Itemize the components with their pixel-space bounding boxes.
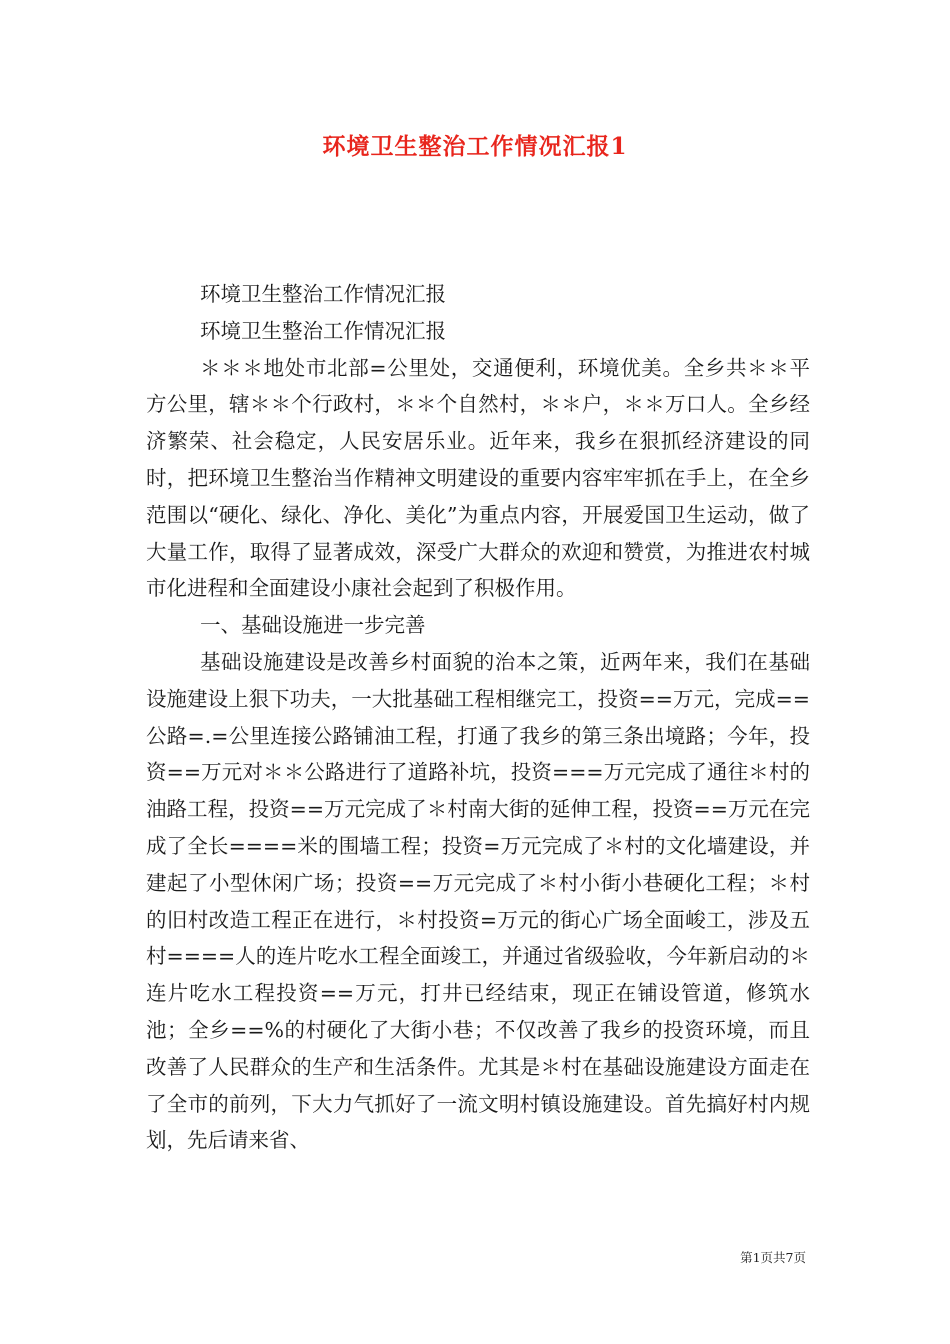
document-title: 环境卫生整治工作情况汇报1 (322, 133, 628, 160)
page-indicator: 第1页共7页 (740, 1250, 806, 1265)
section-1-paragraph: 基础设施建设是改善乡村面貌的治本之策，近两年来，我们在基础设施建设上狠下功夫，一大批基础工程相继完工，投资==万元，完成==公路=.=公里连接公路铺油工程，打通了我乡的第三条出境路；今年，投资==万元对＊＊公路进行了道路补坑，投资===万元完成了通往＊村的油路工程，投资==万元完成了＊村南大街的延伸工程，投资==万元在完成了全长====米的围墙工程；投资=万元完成了＊村的文化墙建设，并建起了小型休闲广场；投资==万元完成了＊村小街小巷硬化工程；＊村的旧村改造工程正在进行，＊村投资=万元的街心广场全面峻工，涉及五村====人的连片吃水工程全面竣工，并通过省级验收，今年新启动的＊连片吃水工程投资==万元，打井已经结束，现正在铺设管道，修筑水池；全乡==%的村硬化了大街小巷；不仅改善了我乡的投资环境，而且改善了人民群众的生产和生活条件。尤其是＊村在基础设施建设方面走在了全市的前列，下大力气抓好了一流文明村镇设施建设。首先搞好村内规划，先后请来省、 (146, 649, 810, 1153)
section-1-heading: 一、基础设施进一步完善 (200, 613, 426, 638)
subheading-2: 环境卫生整治工作情况汇报 (200, 318, 446, 343)
intro-paragraph: ＊＊＊地处市北部=公里处，交通便利，环境优美。全乡共＊＊平方公里，辖＊＊个行政村，＊＊个自然村，＊＊户，＊＊万口人。全乡经济繁荣、社会稳定，人民安居乐业。近年来，我乡在狠抓经济建设的同时，把环境卫生整治当作精神文明建设的重要内容牢牢抓在手上，在全乡范围以“硬化、绿化、净化、美化”为重点内容，开展爱国卫生运动，做了大量工作，取得了显著成效，深受广大群众的欢迎和赞赏，为推进农村城市化进程和全面建设小康社会起到了积极作用。 (146, 355, 810, 601)
subheading-1: 环境卫生整治工作情况汇报 (200, 282, 446, 306)
document-body (146, 276, 810, 1159)
